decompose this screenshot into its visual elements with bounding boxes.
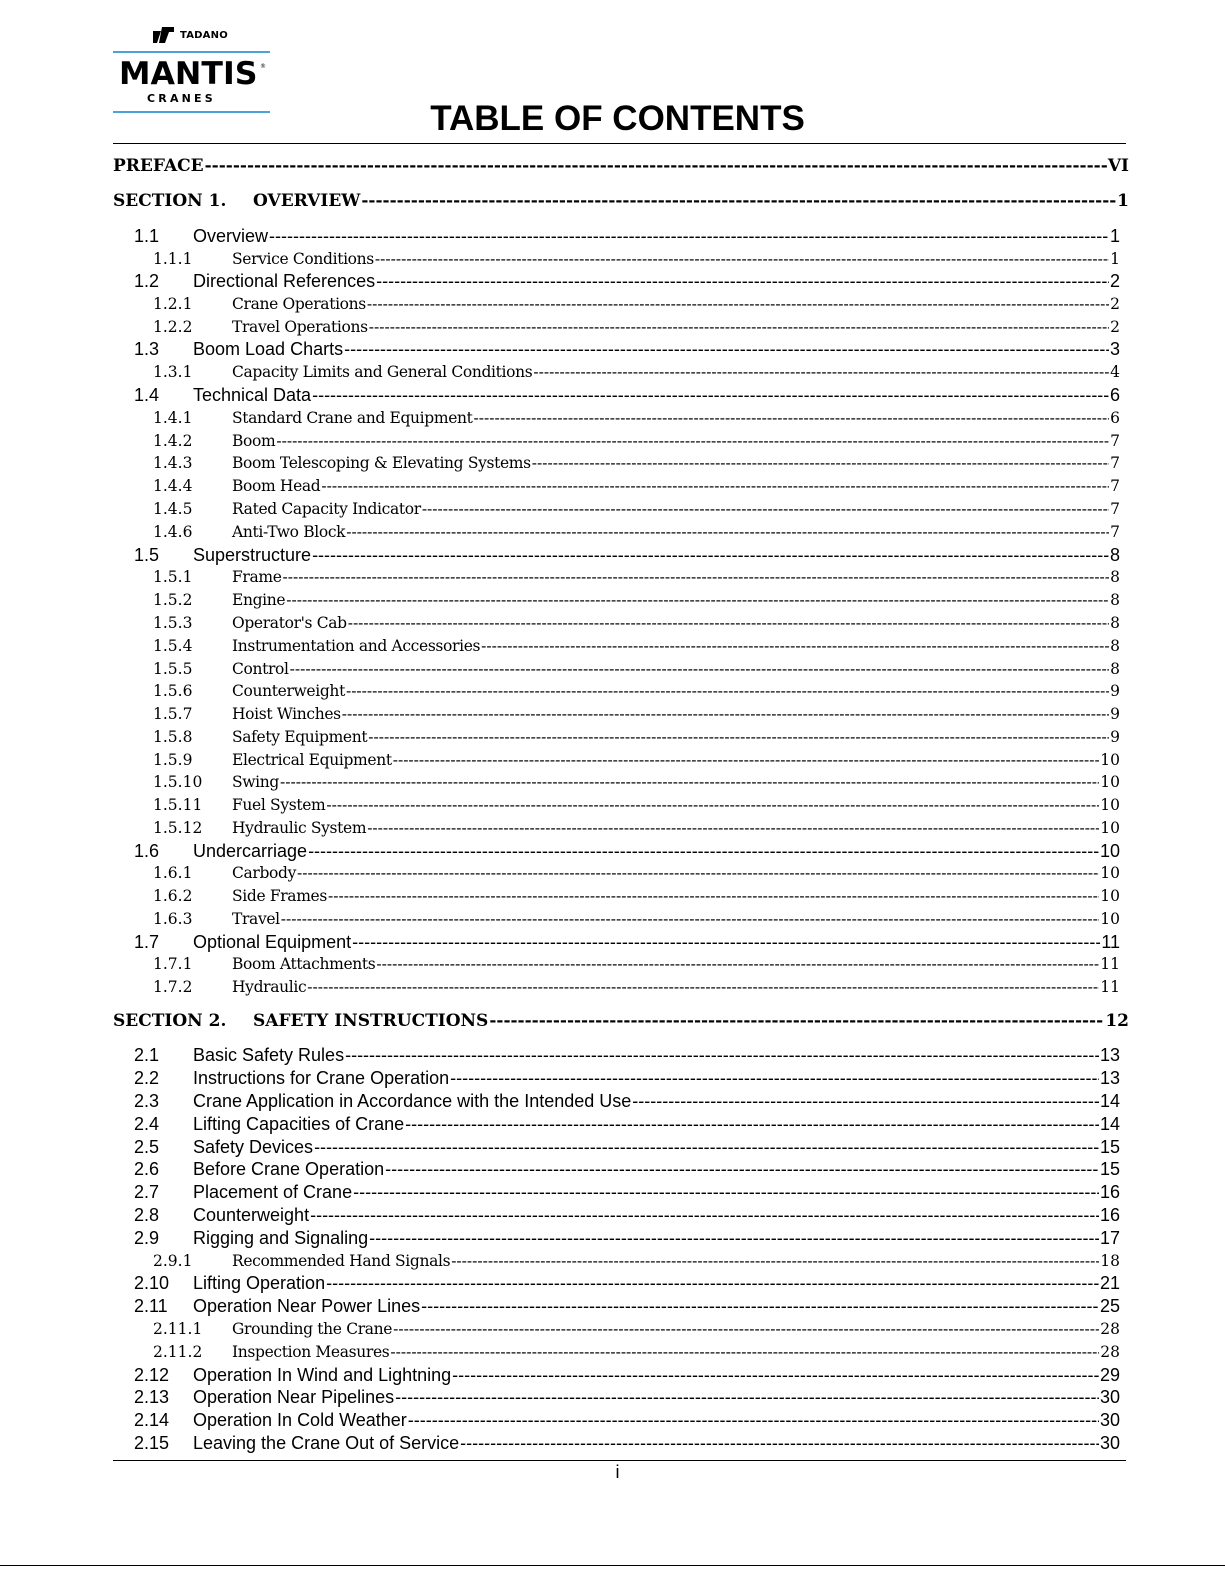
toc-entry-number: 1.6.3 bbox=[153, 910, 193, 928]
toc-leader-dashes bbox=[474, 408, 1110, 428]
toc-entry[interactable] bbox=[153, 590, 1120, 610]
toc-entry-number: 2.9 bbox=[134, 1228, 160, 1248]
toc-entry[interactable] bbox=[153, 909, 1120, 929]
toc-leader-dashes bbox=[533, 362, 1109, 382]
toc-entry[interactable] bbox=[134, 1137, 1120, 1158]
page-title: TABLE OF CONTENTS bbox=[430, 99, 805, 138]
toc-entry-number: 2.11 bbox=[134, 1296, 168, 1316]
toc-entry[interactable] bbox=[153, 522, 1120, 542]
toc-entry-number: 1.5 bbox=[134, 545, 160, 565]
toc-leader-dashes bbox=[390, 1342, 1099, 1362]
toc-entry[interactable] bbox=[153, 818, 1120, 838]
toc-leader-dashes bbox=[451, 1251, 1099, 1271]
toc-entry-page: 25 bbox=[1099, 1296, 1120, 1316]
toc-leader-dashes bbox=[481, 636, 1109, 656]
toc-entry-page: 7 bbox=[1110, 477, 1120, 495]
toc-entry-number: 1.5.1 bbox=[153, 568, 193, 586]
toc-entry[interactable] bbox=[134, 1205, 1120, 1226]
toc-entry-title: Swing bbox=[232, 773, 279, 791]
toc-entry[interactable] bbox=[134, 1068, 1120, 1089]
toc-entry[interactable] bbox=[113, 191, 1129, 211]
toc-entry-title: Engine bbox=[232, 591, 286, 609]
toc-entry-number: 2.10 bbox=[134, 1273, 170, 1293]
toc-entry-title: Standard Crane and Equipment bbox=[232, 409, 473, 427]
toc-entry-number: 1.5.7 bbox=[153, 705, 193, 723]
toc-entry-title: SAFETY INSTRUCTIONS bbox=[253, 1011, 489, 1031]
toc-leader-dashes bbox=[308, 841, 1099, 862]
toc-leader-dashes bbox=[297, 863, 1099, 883]
toc-entry-number: 1.5.4 bbox=[153, 637, 193, 655]
toc-entry-title: Boom Telescoping & Elevating Systems bbox=[232, 454, 531, 472]
toc-entry-title: Basic Safety Rules bbox=[193, 1045, 345, 1065]
toc-entry[interactable] bbox=[134, 1433, 1120, 1454]
toc-entry-page: 7 bbox=[1110, 432, 1120, 450]
toc-entry-page: 15 bbox=[1099, 1159, 1120, 1179]
toc-leader-dashes bbox=[346, 522, 1109, 542]
toc-entry-page: 8 bbox=[1110, 591, 1120, 609]
toc-leader-dashes bbox=[395, 1387, 1099, 1408]
toc-entry-title: Crane Operations bbox=[232, 295, 366, 313]
toc-leader-dashes bbox=[376, 954, 1099, 974]
toc-entry-title: Fuel System bbox=[232, 796, 326, 814]
toc-entry-page: 8 bbox=[1110, 614, 1120, 632]
toc-entry-number: 1.2 bbox=[134, 271, 160, 291]
toc-entry-title: Boom bbox=[232, 432, 276, 450]
toc-entry-title: Technical Data bbox=[193, 385, 312, 405]
toc-entry[interactable] bbox=[134, 1273, 1120, 1294]
toc-entry-title: Anti-Two Block bbox=[232, 523, 346, 541]
toc-entry-number: 1.4.1 bbox=[153, 409, 193, 427]
toc-entry[interactable] bbox=[153, 704, 1120, 724]
toc-entry-page: 10 bbox=[1100, 773, 1120, 791]
mantis-wordmark: MANTIS bbox=[119, 56, 258, 92]
toc-entry-title: Boom Head bbox=[232, 477, 321, 495]
toc-entry-title: Frame bbox=[232, 568, 282, 586]
page-number: i bbox=[615, 1462, 620, 1482]
toc-entry[interactable] bbox=[134, 1114, 1120, 1135]
toc-leader-dashes bbox=[353, 1182, 1099, 1203]
toc-entry-title: Capacity Limits and General Conditions bbox=[232, 363, 533, 381]
toc-entry[interactable] bbox=[153, 613, 1120, 633]
toc-entry-number: 1.6.1 bbox=[153, 864, 193, 882]
toc-entry-title: Operation Near Pipelines bbox=[193, 1387, 395, 1407]
toc-entry[interactable] bbox=[134, 1410, 1120, 1431]
toc-entry-page: 16 bbox=[1099, 1182, 1120, 1202]
toc-entry-title: Rigging and Signaling bbox=[193, 1228, 369, 1248]
toc-leader-dashes bbox=[422, 499, 1109, 519]
toc-entry-page: 28 bbox=[1100, 1343, 1120, 1361]
toc-entry-number: 1.2.2 bbox=[153, 318, 193, 336]
toc-leader-dashes bbox=[368, 727, 1109, 747]
toc-leader-dashes bbox=[632, 1091, 1099, 1112]
toc-leader-dashes bbox=[326, 795, 1099, 815]
toc-entry[interactable] bbox=[153, 294, 1120, 314]
tadano-wordmark: TADANO bbox=[180, 29, 228, 41]
toc-entry-number: 2.11.1 bbox=[153, 1320, 203, 1338]
toc-entry-title: Boom Attachments bbox=[232, 955, 376, 973]
toc-entry-page: 28 bbox=[1100, 1320, 1120, 1338]
toc-entry-title: Directional References bbox=[193, 271, 376, 291]
toc-entry-page: 18 bbox=[1100, 1252, 1120, 1270]
toc-entry-page: 2 bbox=[1110, 295, 1120, 313]
toc-entry-page: 12 bbox=[1105, 1011, 1129, 1031]
toc-entry-number: 2.8 bbox=[134, 1205, 160, 1225]
toc-entry-title: Control bbox=[232, 660, 289, 678]
toc-entry-number: 2.7 bbox=[134, 1182, 160, 1202]
registered-mark: ® bbox=[260, 63, 266, 70]
toc-entry-number: 1.5.2 bbox=[153, 591, 193, 609]
toc-entry-title: Inspection Measures bbox=[232, 1343, 390, 1361]
toc-entry[interactable] bbox=[153, 408, 1120, 428]
toc-entry-page: 8 bbox=[1110, 660, 1120, 678]
toc-entry-page: 4 bbox=[1110, 363, 1120, 381]
toc-entry[interactable] bbox=[153, 1251, 1120, 1271]
toc-leader-dashes bbox=[489, 1011, 1104, 1031]
page-edge bbox=[0, 1565, 1225, 1566]
toc-entry-page: 30 bbox=[1099, 1387, 1120, 1407]
toc-entry-page: 7 bbox=[1110, 500, 1120, 518]
toc-entry-number: 1.7 bbox=[134, 932, 160, 952]
toc-leader-dashes bbox=[367, 294, 1109, 314]
toc-leader-dashes bbox=[321, 476, 1109, 496]
toc-entry[interactable] bbox=[153, 453, 1120, 473]
toc-leader-dashes bbox=[345, 1045, 1099, 1066]
toc-entry-number: 1.7.1 bbox=[153, 955, 193, 973]
toc-entry-page: 8 bbox=[1110, 637, 1120, 655]
toc-entry-page: 1 bbox=[1110, 250, 1120, 268]
toc-entry[interactable] bbox=[113, 156, 1129, 176]
toc-entry[interactable] bbox=[153, 567, 1120, 587]
toc-entry-page: 13 bbox=[1099, 1068, 1120, 1088]
toc-entry[interactable] bbox=[153, 886, 1120, 906]
toc-leader-dashes bbox=[312, 385, 1109, 406]
toc-entry-page: 10 bbox=[1100, 887, 1120, 905]
toc-entry-page: 17 bbox=[1099, 1228, 1120, 1248]
toc-entry[interactable] bbox=[153, 431, 1120, 451]
toc-entry[interactable] bbox=[153, 1319, 1120, 1339]
toc-leader-dashes bbox=[405, 1114, 1099, 1135]
toc-leader-dashes bbox=[385, 1159, 1099, 1180]
toc-entry-title: Travel bbox=[232, 910, 280, 928]
toc-entry-number: 2.13 bbox=[134, 1387, 170, 1407]
toc-entry-page: 10 bbox=[1100, 910, 1120, 928]
toc-entry-page: 30 bbox=[1099, 1410, 1120, 1430]
toc-entry[interactable] bbox=[153, 659, 1120, 679]
toc-entry-page: 7 bbox=[1110, 454, 1120, 472]
toc-entry[interactable] bbox=[134, 1365, 1120, 1386]
toc-entry-title: Boom Load Charts bbox=[193, 339, 344, 359]
toc-entry-title: Lifting Capacities of Crane bbox=[193, 1114, 405, 1134]
toc-leader-dashes bbox=[286, 590, 1109, 610]
toc-entry-number: 1.4.4 bbox=[153, 477, 193, 495]
toc-entry-page: 7 bbox=[1110, 523, 1120, 541]
toc-entry[interactable] bbox=[134, 1159, 1120, 1180]
toc-entry-number: 1.3 bbox=[134, 339, 160, 359]
toc-entry-page: 15 bbox=[1099, 1137, 1120, 1157]
toc-leader-dashes bbox=[280, 772, 1099, 792]
toc-entry-number: 1.1 bbox=[134, 226, 160, 246]
toc-entry-title: Crane Application in Accordance with the Intended Use bbox=[193, 1091, 632, 1111]
toc-entry-title: Rated Capacity Indicator bbox=[232, 500, 421, 518]
toc-entry-number: 2.12 bbox=[134, 1365, 170, 1385]
toc-entry-number: 1.5.3 bbox=[153, 614, 193, 632]
toc-leader-dashes bbox=[205, 156, 1107, 176]
toc-entry-page: 6 bbox=[1109, 385, 1120, 405]
toc-entry[interactable] bbox=[134, 841, 1120, 862]
toc-entry[interactable] bbox=[134, 1045, 1120, 1066]
toc-entry-title: Superstructure bbox=[193, 545, 312, 565]
toc-entry-title: Side Frames bbox=[232, 887, 327, 905]
toc-entry-title: Counterweight bbox=[193, 1205, 310, 1225]
toc-entry[interactable] bbox=[134, 545, 1120, 566]
toc-entry-number: 2.4 bbox=[134, 1114, 160, 1134]
toc-leader-dashes bbox=[369, 1228, 1099, 1249]
toc-entry[interactable] bbox=[153, 362, 1120, 382]
cranes-wordmark: CRANES bbox=[147, 92, 216, 105]
toc-entry-title: Instructions for Crane Operation bbox=[193, 1068, 450, 1088]
toc-entry-title: Hydraulic System bbox=[232, 819, 367, 837]
toc-entry-title: Undercarriage bbox=[193, 841, 308, 861]
toc-leader-dashes bbox=[421, 1296, 1099, 1317]
toc-entry-title: Leaving the Crane Out of Service bbox=[193, 1433, 460, 1453]
toc-entry-number: 1.4.5 bbox=[153, 500, 193, 518]
toc-leader-dashes bbox=[276, 431, 1109, 451]
toc-entry-page: 29 bbox=[1099, 1365, 1120, 1385]
toc-entry-number: 1.6 bbox=[134, 841, 160, 861]
toc-leader-dashes bbox=[361, 191, 1116, 211]
toc-entry-title: Counterweight bbox=[232, 682, 345, 700]
toc-entry[interactable] bbox=[153, 1342, 1120, 1362]
toc-leader-dashes bbox=[344, 339, 1109, 360]
toc-entry[interactable] bbox=[134, 1091, 1120, 1112]
toc-leader-dashes bbox=[314, 1137, 1099, 1158]
toc-entry-page: 9 bbox=[1110, 682, 1120, 700]
toc-entry-number: 1.5.10 bbox=[153, 773, 203, 791]
toc-entry-number: 1.5.9 bbox=[153, 751, 193, 769]
toc-entry-title: Grounding the Crane bbox=[232, 1320, 393, 1338]
toc-entry[interactable] bbox=[134, 1182, 1120, 1203]
toc-leader-dashes bbox=[346, 681, 1109, 701]
toc-entry-title: OVERVIEW bbox=[253, 191, 361, 211]
toc-entry-title: Operation In Cold Weather bbox=[193, 1410, 407, 1430]
toc-entry-number: SECTION 2. bbox=[113, 1011, 227, 1031]
toc-leader-dashes bbox=[376, 271, 1109, 292]
toc-entry-title: Before Crane Operation bbox=[193, 1159, 385, 1179]
toc-entry[interactable] bbox=[153, 977, 1120, 997]
toc-entry-title: Recommended Hand Signals bbox=[232, 1252, 451, 1270]
toc-leader-dashes bbox=[269, 226, 1109, 247]
toc-entry-number: SECTION 1. bbox=[113, 191, 227, 211]
toc-leader-dashes bbox=[532, 453, 1109, 473]
toc-entry[interactable] bbox=[134, 932, 1120, 953]
toc-leader-dashes bbox=[310, 1205, 1099, 1226]
toc-entry-page: 8 bbox=[1109, 545, 1120, 565]
toc-entry[interactable] bbox=[153, 772, 1120, 792]
toc-entry-page: 10 bbox=[1100, 751, 1120, 769]
toc-entry[interactable] bbox=[153, 727, 1120, 747]
toc-entry-page: 14 bbox=[1099, 1114, 1120, 1134]
toc-entry-title: Operator's Cab bbox=[232, 614, 347, 632]
toc-entry-title: Hydraulic bbox=[232, 978, 307, 996]
toc-entry-title: Instrumentation and Accessories bbox=[232, 637, 481, 655]
toc-leader-dashes bbox=[281, 909, 1099, 929]
toc-entry-page: 16 bbox=[1099, 1205, 1120, 1225]
toc-entry-number: 2.6 bbox=[134, 1159, 160, 1179]
toc-entry-number: 2.3 bbox=[134, 1091, 160, 1111]
toc-entry-page: 6 bbox=[1110, 409, 1120, 427]
toc-entry-title: Safety Devices bbox=[193, 1137, 314, 1157]
toc-entry-title: Travel Operations bbox=[232, 318, 368, 336]
toc-leader-dashes bbox=[312, 545, 1109, 566]
toc-leader-dashes bbox=[450, 1068, 1099, 1089]
toc-entry-number: 1.5.8 bbox=[153, 728, 193, 746]
toc-entry-number: 1.4 bbox=[134, 385, 160, 405]
toc-entry-title: Service Conditions bbox=[232, 250, 374, 268]
toc-entry-title: Operation In Wind and Lightning bbox=[193, 1365, 452, 1385]
toc-entry-page: 10 bbox=[1100, 796, 1120, 814]
toc-entry[interactable] bbox=[134, 339, 1120, 360]
toc-entry-page: 10 bbox=[1099, 841, 1120, 861]
footer-divider bbox=[113, 1460, 1126, 1461]
toc-entry-number: PREFACE bbox=[113, 156, 204, 176]
toc-entry-number: 1.3.1 bbox=[153, 363, 193, 381]
toc-leader-dashes bbox=[393, 750, 1100, 770]
toc-entry-number: 1.5.11 bbox=[153, 796, 203, 814]
toc-entry[interactable] bbox=[153, 681, 1120, 701]
toc-leader-dashes bbox=[393, 1319, 1099, 1339]
toc-entry-number: 2.14 bbox=[134, 1410, 170, 1430]
toc-leader-dashes bbox=[283, 567, 1110, 587]
toc-entry-page: 21 bbox=[1099, 1273, 1120, 1293]
toc-entry-page: VI bbox=[1107, 156, 1129, 176]
toc-entry-page: 11 bbox=[1100, 955, 1120, 973]
toc-entry[interactable] bbox=[153, 317, 1120, 337]
toc-entry-page: 1 bbox=[1117, 191, 1129, 211]
toc-entry-number: 1.4.2 bbox=[153, 432, 193, 450]
toc-leader-dashes bbox=[460, 1433, 1099, 1454]
toc-leader-dashes bbox=[342, 704, 1109, 724]
toc-entry-page: 11 bbox=[1100, 978, 1120, 996]
toc-entry-page: 14 bbox=[1099, 1091, 1120, 1111]
toc-leader-dashes bbox=[290, 659, 1109, 679]
toc-entry-number: 1.1.1 bbox=[153, 250, 193, 268]
toc-entry-number: 2.9.1 bbox=[153, 1252, 193, 1270]
toc-entry-page: 9 bbox=[1110, 728, 1120, 746]
toc-leader-dashes bbox=[367, 818, 1099, 838]
toc-entry[interactable] bbox=[134, 1387, 1120, 1408]
toc-entry[interactable] bbox=[153, 863, 1120, 883]
toc-entry-page: 13 bbox=[1099, 1045, 1120, 1065]
toc-leader-dashes bbox=[369, 317, 1109, 337]
toc-leader-dashes bbox=[352, 932, 1100, 953]
toc-leader-dashes bbox=[307, 977, 1099, 997]
toc-leader-dashes bbox=[328, 886, 1099, 906]
toc-entry-page: 10 bbox=[1100, 864, 1120, 882]
toc-leader-dashes bbox=[348, 613, 1109, 633]
toc-entry-number: 1.6.2 bbox=[153, 887, 193, 905]
toc-entry[interactable] bbox=[134, 1296, 1120, 1317]
toc-entry[interactable] bbox=[153, 249, 1120, 269]
toc-leader-dashes bbox=[408, 1410, 1099, 1431]
toc-entry[interactable] bbox=[153, 750, 1120, 770]
toc-entry-title: Overview bbox=[193, 226, 269, 246]
toc-entry-title: Lifting Operation bbox=[193, 1273, 326, 1293]
toc-entry-page: 2 bbox=[1109, 271, 1120, 291]
toc-entry-page: 11 bbox=[1101, 932, 1120, 952]
toc-entry-title: Hoist Winches bbox=[232, 705, 341, 723]
toc-leader-dashes bbox=[375, 249, 1109, 269]
toc-entry-title: Optional Equipment bbox=[193, 932, 352, 952]
toc-entry-title: Safety Equipment bbox=[232, 728, 368, 746]
toc-entry-number: 1.7.2 bbox=[153, 978, 193, 996]
toc-entry[interactable] bbox=[134, 1228, 1120, 1249]
toc-entry[interactable] bbox=[113, 1011, 1129, 1031]
toc-entry-page: 1 bbox=[1109, 226, 1120, 246]
toc-entry-page: 2 bbox=[1110, 318, 1120, 336]
toc-entry-number: 2.2 bbox=[134, 1068, 160, 1088]
toc-entry-number: 2.11.2 bbox=[153, 1343, 203, 1361]
toc-entry-number: 1.4.3 bbox=[153, 454, 193, 472]
toc-entry[interactable] bbox=[153, 476, 1120, 496]
toc-entry-page: 30 bbox=[1099, 1433, 1120, 1453]
toc-entry-number: 1.5.6 bbox=[153, 682, 193, 700]
toc-leader-dashes bbox=[326, 1273, 1099, 1294]
toc-entry[interactable] bbox=[153, 795, 1120, 815]
toc-entry-number: 2.5 bbox=[134, 1137, 160, 1157]
toc-entry-number: 1.5.5 bbox=[153, 660, 193, 678]
toc-entry-number: 2.1 bbox=[134, 1045, 160, 1065]
toc-entry-page: 10 bbox=[1100, 819, 1120, 837]
toc-entry[interactable] bbox=[134, 226, 1120, 247]
toc-entry[interactable] bbox=[134, 271, 1120, 292]
toc-entry-number: 1.5.12 bbox=[153, 819, 203, 837]
toc-entry-title: Placement of Crane bbox=[193, 1182, 353, 1202]
toc-entry[interactable] bbox=[153, 499, 1120, 519]
toc-entry-number: 1.2.1 bbox=[153, 295, 193, 313]
toc-entry-title: Operation Near Power Lines bbox=[193, 1296, 421, 1316]
toc-entry-number: 1.4.6 bbox=[153, 523, 193, 541]
toc-entry[interactable] bbox=[153, 636, 1120, 656]
toc-entry[interactable] bbox=[153, 954, 1120, 974]
toc-leader-dashes bbox=[452, 1365, 1099, 1386]
toc-entry-title: Carbody bbox=[232, 864, 296, 882]
toc-entry-title: Electrical Equipment bbox=[232, 751, 392, 769]
toc-entry-number: 2.15 bbox=[134, 1433, 170, 1453]
toc-entry-page: 3 bbox=[1109, 339, 1120, 359]
toc-entry[interactable] bbox=[134, 385, 1120, 406]
toc-entry-page: 9 bbox=[1110, 705, 1120, 723]
toc-entry-page: 8 bbox=[1110, 568, 1120, 586]
